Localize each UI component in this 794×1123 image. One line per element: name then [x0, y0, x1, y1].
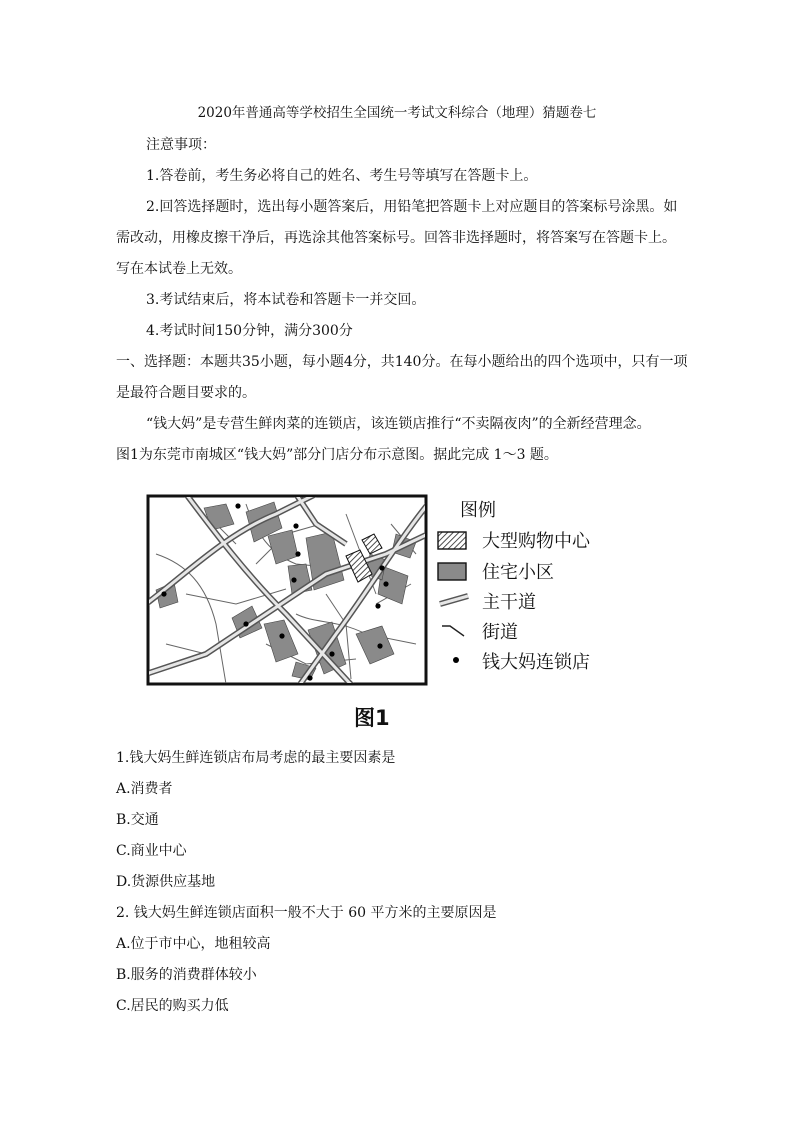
passage-line-2: 图1为东莞市南城区“钱大妈”部分门店分布示意图。据此完成 1～3 题。 [116, 447, 558, 463]
notice-item-2-line-1: 2.回答选择题时，选出每小题答案后，用铅笔把答题卡上对应题目的答案标号涂黑。如 [146, 199, 678, 215]
notice-item-2-line-2: 需改动，用橡皮擦干净后，再选涂其他答案标号。回答非选择题时，将答案写在答题卡上。 [116, 230, 676, 246]
store-distribution-map [146, 494, 626, 690]
question-2-stem: 2. 钱大妈生鲜连锁店面积一般不大于 60 平方米的主要原因是 [116, 905, 497, 921]
section-instruction-line-2: 是最符合题目要求的。 [116, 385, 256, 401]
question-1-stem: 1.钱大妈生鲜连锁店布局考虑的最主要因素是 [116, 750, 396, 766]
notice-heading: 注意事项： [146, 137, 216, 153]
legend-street-label: 街道 [482, 622, 518, 643]
passage-line-1: “钱大妈”是专营生鲜肉菜的连锁店，该连锁店推行“不卖隔夜肉”的全新经营理念。 [146, 416, 651, 432]
figure-caption: 图1 [354, 706, 390, 730]
legend-title: 图例 [460, 500, 496, 521]
legend-residential-swatch [438, 563, 466, 580]
question-1-option-c: C.商业中心 [116, 843, 187, 859]
legend-street-swatch [442, 626, 464, 636]
question-2-option-c: C.居民的购买力低 [116, 998, 229, 1014]
page-title: 2020年普通高等学校招生全国统一考试文科综合（地理）猜题卷七 [197, 105, 597, 121]
notice-item-2-line-3: 写在本试卷上无效。 [116, 261, 242, 277]
legend-store-dot [453, 657, 459, 663]
notice-item-4: 4.考试时间150分钟，满分300分 [146, 323, 353, 339]
legend-store-label: 钱大妈连锁店 [482, 652, 590, 673]
legend-main-road-swatch [440, 596, 468, 604]
legend-shopping-label: 大型购物中心 [482, 531, 590, 552]
map-legend [438, 500, 591, 673]
question-2-option-a: A.位于市中心，地租较高 [116, 936, 271, 952]
question-2-option-b: B.服务的消费群体较小 [116, 967, 257, 983]
legend-main-road-label: 主干道 [482, 592, 536, 613]
section-instruction-line-1: 一、选择题：本题共35小题，每小题4分，共140分。在每小题给出的四个选项中，只有一项 [116, 354, 688, 370]
question-1-option-a: A.消费者 [116, 781, 173, 797]
notice-item-3: 3.考试结束后，将本试卷和答题卡一并交回。 [146, 292, 426, 308]
question-1-option-d: D.货源供应基地 [116, 874, 216, 890]
notice-item-1: 1.答卷前，考生务必将自己的姓名、考生号等填写在答题卡上。 [146, 168, 538, 184]
question-1-option-b: B.交通 [116, 812, 159, 828]
legend-shopping-swatch [438, 532, 466, 549]
legend-residential-label: 住宅小区 [482, 562, 554, 583]
